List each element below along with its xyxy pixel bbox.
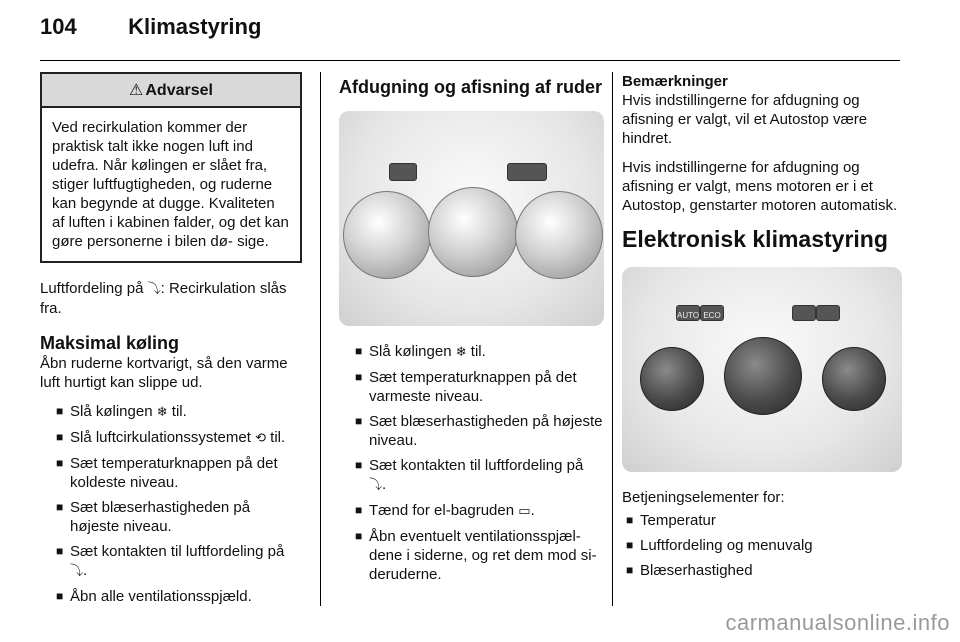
eco-button: ECO [700, 305, 724, 321]
air-distribution-knob [515, 191, 603, 279]
list-item: ■ Sæt temperaturknappen på det koldeste niveau. [56, 454, 302, 492]
controls-list [622, 511, 904, 580]
list-item: ■ Sæt kontakten til luftfordeling på ⤵. [56, 542, 302, 581]
warning-header [42, 74, 300, 108]
section-title-max-cooling: Maksimal køling [40, 333, 180, 353]
watermark: carmanualsonline.info [725, 610, 950, 635]
warning-text: Ved recirkulation kommer der praktisk talt ikke nogen luft ind udefra. Når kølingen er slået fra, stiger luftfugtigheden, og ruderne kan begynde at dugge. Kvaliteten af luften i kabinen falder, og det kan gøre personerne i bilen dø- sige. [52, 119, 289, 250]
recirculation-icon: ⟲ [255, 431, 266, 446]
max-cooling-list [40, 402, 302, 606]
list-item: ■ Slå kølingen ❄ til. [355, 342, 604, 362]
column-2 [339, 72, 604, 590]
air-distribution-icon: ⤵ [70, 564, 84, 579]
controls-intro: Betjeningselementer for: [622, 489, 785, 506]
list-item: ■ Blæserhastighed [626, 561, 904, 580]
rear-window-button [816, 305, 840, 321]
column-divider [612, 72, 613, 606]
paragraph-text-post: : Recirkulation slås fra. [40, 280, 287, 317]
air-distribution-icon: ⤵ [147, 282, 161, 297]
note-title: Bemærkninger [622, 73, 728, 90]
list-item: ■ Åbn alle ventilationsspjæld. [56, 587, 302, 606]
list-item: ■ Sæt kontakten til luftfordeling på ⤵. [355, 456, 604, 495]
auto-button: AUTO [676, 305, 700, 321]
note-paragraph-1: Hvis indstillingerne for afdugning og afisning er valgt, vil et Autostop være hindret. [622, 92, 868, 147]
settings-button [389, 163, 417, 181]
section-title-electronic: Elektronisk klimastyring [622, 226, 888, 252]
electronic-climate-panel-photo [622, 267, 902, 472]
warning-title: Advarsel [145, 82, 213, 99]
list-item: ■ Sæt blæserhastigheden på højeste niveau. [56, 498, 302, 536]
paragraph-text-pre: Luftfordeling på [40, 280, 144, 297]
warning-box [40, 72, 302, 263]
windshield-defrost-button [792, 305, 816, 321]
recirculation-paragraph [40, 279, 302, 318]
rear-window-heater-icon: ▭ [518, 504, 531, 519]
column-3 [622, 72, 904, 586]
header-rule [40, 60, 900, 61]
warning-triangle-icon: ⚠ [129, 80, 144, 99]
snowflake-icon: ❄ [455, 345, 467, 360]
temperature-knob [640, 347, 704, 411]
page-number: 104 [40, 14, 77, 39]
page-header [40, 14, 261, 40]
air-distribution-icon: ⤵ [369, 478, 383, 493]
fan-speed-knob [822, 347, 886, 411]
note-paragraph-2: Hvis indstillingerne for afdugning og afisning er valgt, mens motoren er i et Autostop, genstarter motoren automatisk. [622, 159, 898, 214]
list-item: ■ Slå luftcirkulationssystemet ⟲ til. [56, 428, 302, 448]
list-item: ■ Temperatur [626, 511, 904, 530]
list-item: ■ Tænd for el-bagruden ▭. [355, 501, 604, 521]
air-distribution-knob [724, 337, 802, 415]
column-divider [320, 72, 321, 606]
column-1 [40, 72, 302, 612]
list-item: ■ Åbn eventuelt ventilationsspjæl- dene i siderne, og ret dem mod si- deruderne. [355, 527, 604, 584]
list-item: ■ Slå kølingen ❄ til. [56, 402, 302, 422]
temperature-knob [428, 187, 518, 277]
defrost-list [339, 342, 604, 584]
list-item: ■ Luftfordeling og menuvalg [626, 536, 904, 555]
section-title-defrost: Afdugning og afisning af ruder [339, 77, 602, 97]
list-item: ■ Sæt temperaturknappen på det varmeste niveau. [355, 368, 604, 406]
list-item: ■ Sæt blæserhastigheden på højeste niveau. [355, 412, 604, 450]
section-intro: Åbn ruderne kortvarigt, så den varme luft hurtigt kan slippe ud. [40, 355, 288, 391]
rear-window-button [507, 163, 547, 181]
page-title: Klimastyring [128, 14, 262, 39]
fan-speed-knob [343, 191, 431, 279]
snowflake-icon: ❄ [156, 405, 168, 420]
control-panel-photo [339, 111, 604, 326]
